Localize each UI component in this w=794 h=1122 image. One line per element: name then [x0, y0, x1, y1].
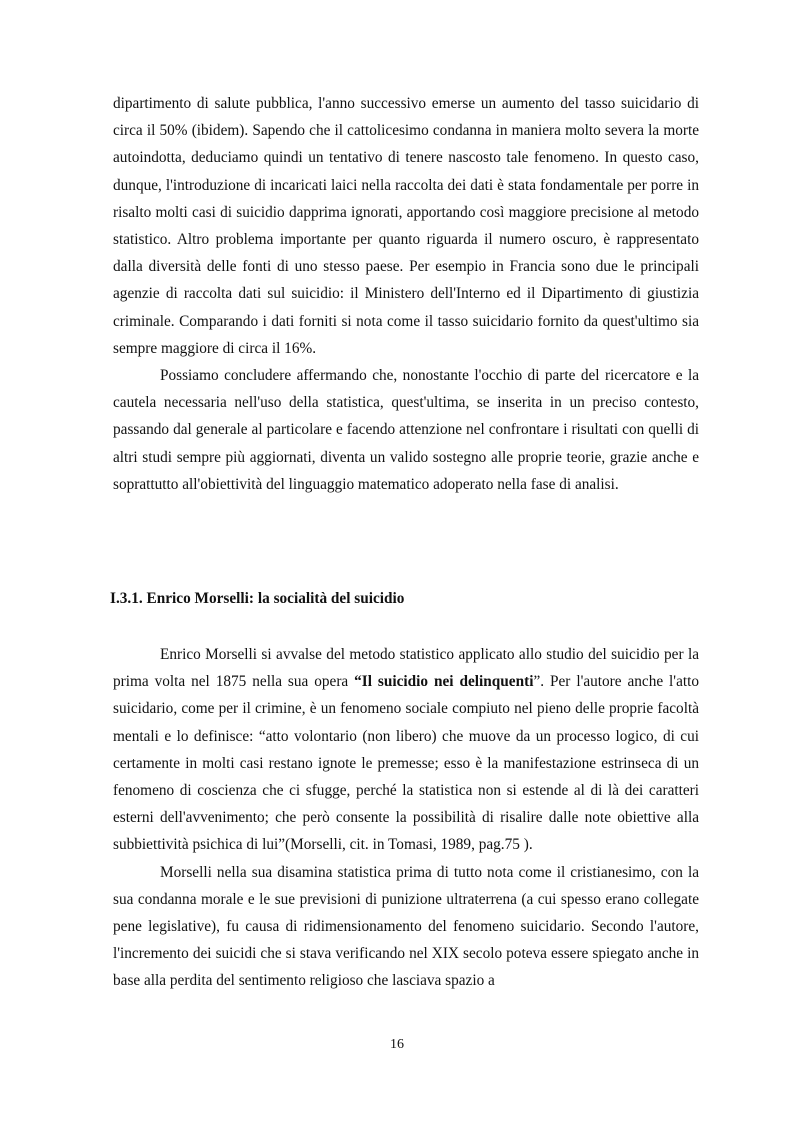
paragraph-continuation: dipartimento di salute pubblica, l'anno successivo emerse un aumento del tasso suicidario di circa il 50% (ibidem). Sapendo che il cattolicesimo condanna in maniera molto severa la morte autoindotta, deduciamo quindi un tentativo di tenere nascosto tale fenomeno. In questo caso, dunque, l'introduzione di incaricati laici nella raccolta dei dati è stata fondamentale per porre in risalto molti casi di suicidio dapprima ignorati, apportando così maggiore precisione al metodo statistico. Altro problema importante per quanto riguarda il numero oscuro, è rappresentato dalla diversità delle fonti di uno stesso paese. Per esempio in Francia sono due le principali agenzie di raccolta dati sul suicidio: il Ministero dell'Interno ed il Dipartimento di giustizia criminale. Comparando i dati forniti si nota come il tasso suicidario fornito da quest'ultimo sia sempre maggiore di circa il 16%.	[113, 95, 699, 357]
paragraph-intro-text: Enrico Morselli si avvalse del metodo statistico applicato allo studio del suicidio per la prima volta nel 1875 nella sua opera	[113, 646, 699, 691]
paragraph-morselli-analysis: Morselli nella sua disamina statistica prima di tutto nota come il cristianesimo, con la sua condanna morale e le sue previsioni di punizione ultraterrena (a cui spesso erano collegate pene legislative), fu causa di ridimensionamento del fenomeno suicidario. Secondo l'autore, l'incremento dei suicidi che si stava verificando nel XIX secolo poteva essere spiegato anche in base alla perdita del sentimento religioso che lasciava spazio a	[113, 863, 699, 990]
paragraph-morselli-intro	[113, 641, 699, 859]
paragraph-intro-rest: ”. Per l'autore anche l'atto suicidario, come per il crimine, è un fenomeno sociale compiuto nel pieno delle proprie facoltà mentali e lo definisce: “atto volontario (non libero) che muove da un processo logico, di cui certamente in molti casi restano ignote le premesse; esso è la manifestazione estrinseca di un fenomeno di coscienza che ci sfugge, perché la statistica non si estende al di là dei caratteri esterni dell'avvenimento; che però consente la possibilità di risalire dalle note obiettive alla subbiettività psichica di lui”(Morselli, cit. in Tomasi, 1989, pag.75 ).	[113, 673, 700, 854]
section-heading: I.3.1. Enrico Morselli: la socialità del suicidio	[110, 590, 405, 607]
work-title: Il suicidio nei delinquenti	[361, 673, 534, 691]
page-number: 16	[390, 1037, 404, 1052]
body-text-section	[113, 641, 699, 995]
opening-quote-mark: “	[354, 673, 362, 691]
body-text-top	[113, 90, 699, 498]
paragraph-conclusion: Possiamo concludere affermando che, nonostante l'occhio di parte del ricercatore e la cautela necessaria nell'uso della statistica, quest'ultima, se inserita in un preciso contesto, passando dal generale al particolare e facendo attenzione nel confrontare i risultati con quelli di altri studi sempre più aggiornati, diventa un valido sostegno alle proprie teorie, grazie anche e soprattutto all'obiettività del linguaggio matematico adoperato nella fase di analisi.	[113, 367, 699, 493]
